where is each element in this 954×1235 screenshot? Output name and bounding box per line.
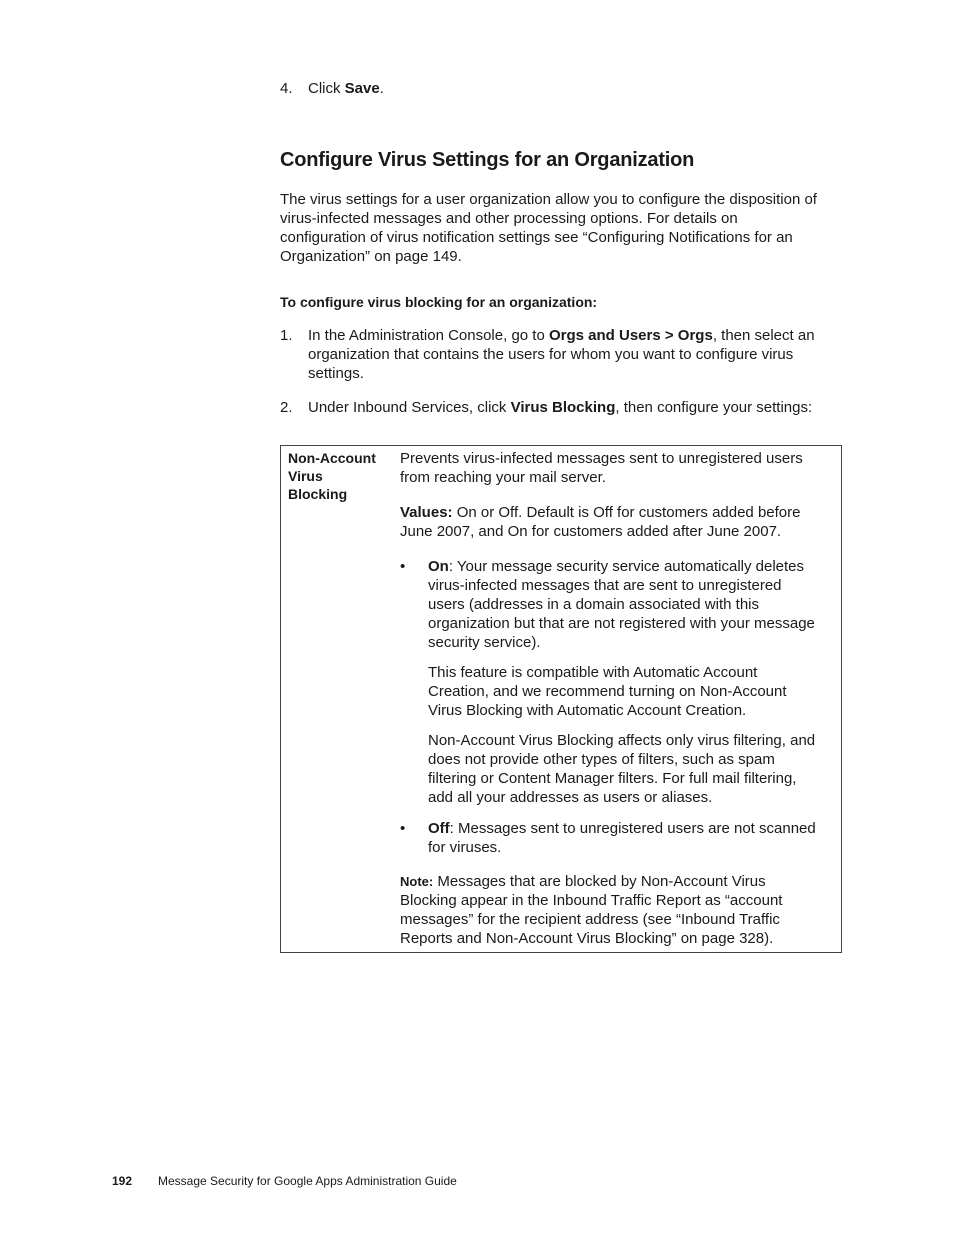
step-number: 4. xyxy=(280,80,293,97)
bullet-icon: • xyxy=(400,558,406,575)
intro-paragraph: The virus settings for a user organization allow you to configure the disposition of virus-infected messages and other processing options. For details on configuration of virus notification settings see “Configuring Notifications for an Organization” on page 149. xyxy=(280,191,817,265)
virus-blocking-label: Virus Blocking xyxy=(510,399,616,416)
footer-title: Message Security for Google Apps Administration Guide xyxy=(158,1174,457,1188)
orgs-path: Orgs and Users > Orgs xyxy=(548,327,713,344)
description-paragraph: Prevents virus-infected messages sent to unregistered users from reaching your mail server. xyxy=(400,450,803,486)
procedure-title: To configure virus blocking for an organization: xyxy=(280,294,598,310)
step-text: Click xyxy=(308,80,345,97)
scope-paragraph: Non-Account Virus Blocking affects only virus filtering, and does not provide other types of filters, such as spam filtering or Content Manager filters. For full mail filtering, add all your addresses as users or aliases. xyxy=(428,732,816,806)
setting-name: Non-Account Virus Blocking xyxy=(288,450,376,502)
step-number: 2. xyxy=(280,399,293,416)
note-paragraph: Note: Messages that are blocked by Non-Account Virus Blocking appear in the Inbound Traffic Report as “account messages” for the recipient address (see “Inbound Traffic Reports and Non-Account Virus Blocking” on page 328). xyxy=(400,873,783,947)
settings-table: Non-Account Virus Blocking Prevents virus-infected messages sent to unregistered users from reaching your mail server. Values: On or Off. Default is Off for customers added before June 2007, and On for customers added after June 2007. • On: Your message security service automatically deletes virus-infected messages that are sent to unregistered users (addresses in a domain associated with this organization but that are not registered with your message security service). This feature is compatible with Automatic Account Creation, and we recommend turning on Non-Account Virus Blocking with Automatic Account Creation. Non-Account Virus Blocking affects only virus filtering, and does not provide other types of filters, such as spam filtering or Content Manager filters. For full mail filtering, add all your addresses as users or aliases. • Off: Messages sent to unregistered users are not scanned for viruses. Note: Messages that are blocked by Non-Account Virus Blocking appear in the Inbound Traffic Report as “account messages” for the recipient address (see “Inbound Traffic Reports and Non-Account Virus Blocking” on page 328). xyxy=(280,445,842,953)
step-2: 2. Under Inbound Services, click Virus Blocking, then configure your settings: xyxy=(280,399,813,416)
page-number: 192 xyxy=(112,1174,133,1188)
values-label: Values: xyxy=(400,504,453,521)
step-4: 4. Click Save. xyxy=(280,80,384,97)
save-label: Save xyxy=(344,80,380,97)
note-label: Note: xyxy=(400,874,434,889)
on-label: On xyxy=(428,558,449,575)
compatibility-paragraph: This feature is compatible with Automatic Account Creation, and we recommend turning on Non-Account Virus Blocking with Automatic Account Creation. xyxy=(428,664,787,719)
section-heading: Configure Virus Settings for an Organization xyxy=(280,149,695,171)
off-label: Off xyxy=(428,820,450,837)
bullet-icon: • xyxy=(400,820,406,837)
step-1: 1. In the Administration Console, go to Orgs and Users > Orgs, then select an organization that contains the users for whom you want to configure virus settings. xyxy=(280,327,815,382)
values-paragraph: Values: On or Off. Default is Off for customers added before June 2007, and On for customers added after June 2007. xyxy=(400,504,801,540)
step-number: 1. xyxy=(280,327,293,344)
